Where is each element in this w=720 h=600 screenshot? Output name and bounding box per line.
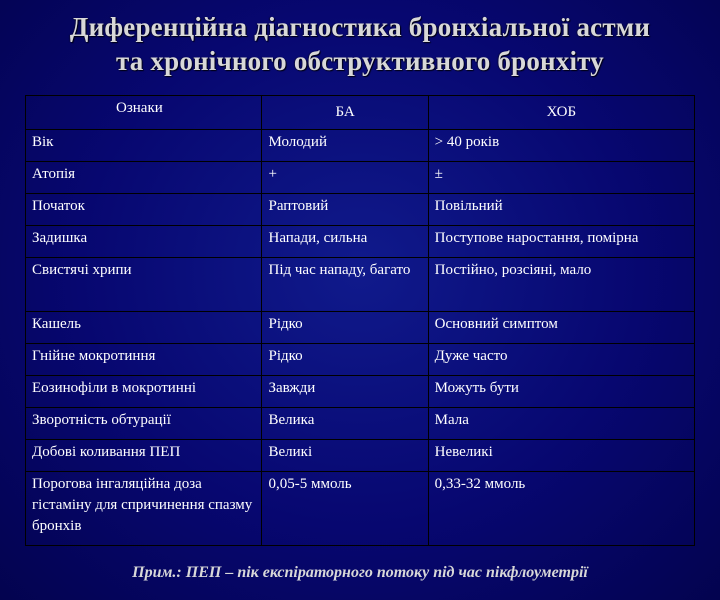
table-row (26, 344, 695, 376)
table-cell: Задишка (26, 226, 262, 258)
table-cell: Кашель (26, 312, 262, 344)
table-cell: Напади, сильна (262, 226, 428, 258)
table-row (26, 194, 695, 226)
table-row (26, 440, 695, 472)
table-cell: Повільний (428, 194, 694, 226)
header-signs: Ознаки (26, 96, 262, 130)
table-cell: Атопія (26, 162, 262, 194)
table-cell: Під час нападу, багато (262, 258, 428, 312)
table-cell: Можуть бути (428, 376, 694, 408)
table-cell: Вік (26, 130, 262, 162)
title-line-1: Диференційна діагностика бронхіальної астми (69, 12, 651, 42)
table-cell: Рідко (262, 344, 428, 376)
table-cell: Зворотність обтурації (26, 408, 262, 440)
table-cell: Дуже часто (428, 344, 694, 376)
table-cell: Свистячі хрипи (26, 258, 262, 312)
table-cell: Постійно, розсіяні, мало (428, 258, 694, 312)
table-cell: ± (428, 162, 694, 194)
table-cell: Поступове наростання, помірна (428, 226, 694, 258)
slide-title (0, 10, 720, 78)
table-row (26, 162, 695, 194)
header-hob: ХОБ (428, 96, 694, 130)
table-row (26, 376, 695, 408)
table-cell: Велика (262, 408, 428, 440)
table-cell: Добові коливання ПЕП (26, 440, 262, 472)
table-row (26, 472, 695, 546)
table-row (26, 226, 695, 258)
table-cell: + (262, 162, 428, 194)
header-ba: БА (262, 96, 428, 130)
table-cell: Мала (428, 408, 694, 440)
table-cell: Раптовий (262, 194, 428, 226)
table-row (26, 130, 695, 162)
table-cell: 0,05-5 ммоль (262, 472, 428, 546)
table-cell: Гнійне мокротиння (26, 344, 262, 376)
table-cell: Основний симптом (428, 312, 694, 344)
table-cell: > 40 років (428, 130, 694, 162)
table-cell: Завжди (262, 376, 428, 408)
table-cell: Невеликі (428, 440, 694, 472)
table-cell: 0,33-32 ммоль (428, 472, 694, 546)
table-cell: Початок (26, 194, 262, 226)
footnote: Прим.: ПЕП – пік експіраторного потоку під час пікфлоуметрії (132, 564, 588, 581)
table-row (26, 408, 695, 440)
table-cell: Еозинофіли в мокротинні (26, 376, 262, 408)
table-cell: Рідко (262, 312, 428, 344)
table-row (26, 312, 695, 344)
table-cell: Великі (262, 440, 428, 472)
table-header-row (26, 96, 695, 130)
table-row (26, 258, 695, 312)
comparison-table (25, 95, 695, 546)
title-line-2: та хронічного обструктивного бронхіту (115, 46, 604, 76)
table-cell: Молодий (262, 130, 428, 162)
table-cell: Порогова інгаляційна доза гістаміну для спричинення спазму бронхів (26, 472, 262, 546)
